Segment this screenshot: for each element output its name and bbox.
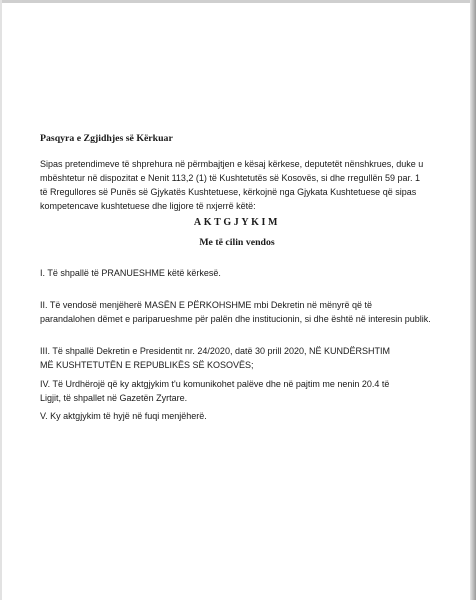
- section-heading: Pasqyra e Zgjidhjes së Kërkuar: [40, 133, 173, 144]
- ruling-item-1: I. Të shpallë të PRANUESHME këtë kërkesë.: [40, 268, 221, 278]
- ruling-item-4-continuation: Ligjit, të shpallet në Gazetën Zyrtare.: [40, 393, 188, 403]
- ruling-item-2: II. Të vendosë menjëherë MASËN E PËRKOHSHME mbi Dekretin në mënyrë që të: [40, 300, 372, 310]
- ruling-item-4: IV. Të Urdhërojë që ky aktgjykim t'u komunikohet palëve dhe në pajtim me nenin 20.4 të: [40, 379, 390, 389]
- ruling-item-5: V. Ky aktgjykim të hyjë në fuqi menjëherë.: [40, 411, 207, 421]
- ruling-item-3: III. Të shpallë Dekretin e Presidentit nr. 24/2020, datë 30 prill 2020, NË KUNDËRSHTIM: [40, 346, 391, 356]
- intro-line: mbështetur në dispozitat e Nenit 113,2 (1) të Kushtetutës së Kosovës, si dhe rregullën 59 par. 1: [40, 173, 421, 183]
- ruling-item-2-continuation: parandalohen dëmet e pariparueshme për palën dhe institucionin, si dhe është në interesin publik.: [40, 314, 431, 324]
- scan-right-edge: [470, 0, 476, 600]
- document-title: AKTGJYKIM: [193, 217, 281, 228]
- intro-line: kompetencave kushtetuese dhe ligjore të nxjerrë këtë:: [40, 201, 256, 211]
- intro-line: të Rregullores së Punës së Gjykatës Kushtetuese, kërkojnë nga Gjykata Kushtetuese që sipas: [40, 187, 417, 197]
- ruling-item-3-continuation: MË KUSHTETUTËN E REPUBLIKËS SË KOSOVËS;: [40, 360, 254, 370]
- document-subtitle: Me të cilin vendos: [199, 237, 275, 248]
- intro-line: Sipas pretendimeve të shprehura në përmbajtjen e kësaj kërkese, deputetët nënshkrues, duke u: [40, 159, 424, 169]
- scan-left-edge: [0, 0, 2, 600]
- document-page: [22, 0, 452, 600]
